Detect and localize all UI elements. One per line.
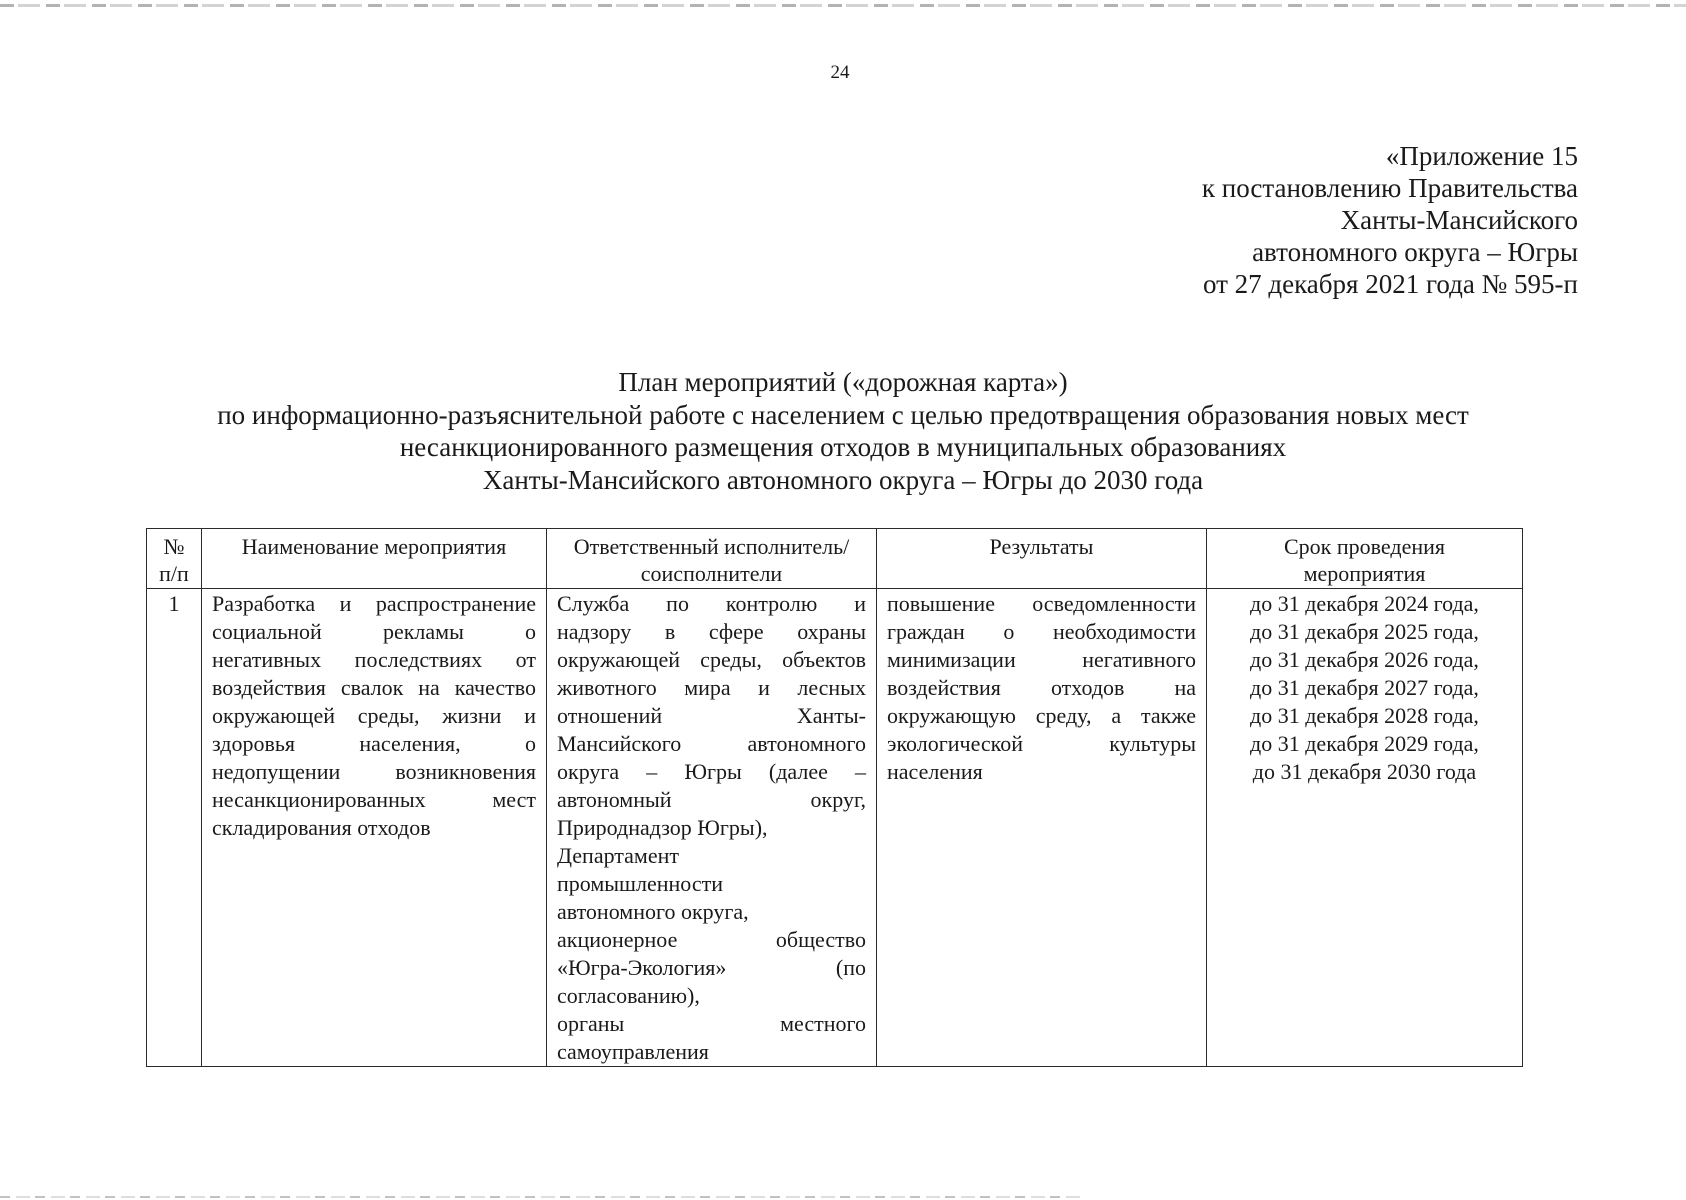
appendix-line: «Приложение 15 <box>1385 141 1578 171</box>
plan-title-line: по информационно-разъяснительной работе с населением с целью предотвращения образования новых мест <box>217 399 1469 430</box>
page-number: 24 <box>830 62 850 83</box>
appendix-line: к постановлению Правительства <box>1201 173 1578 203</box>
header-executor: Ответственный исполнитель/ соисполнители <box>547 529 877 589</box>
appendix-line: от 27 декабря 2021 года № 595-п <box>1202 269 1578 299</box>
plan-title-line: План мероприятий («дорожная карта») <box>618 367 1068 397</box>
header-num: № п/п <box>147 529 202 589</box>
plan-title-line: несанкционированного размещения отходов в муниципальных образованиях <box>399 432 1287 462</box>
appendix-line: Ханты-Мансийского <box>1340 205 1578 235</box>
cell-term: до 31 декабря 2024 года, до 31 декабря 2025 года, до 31 декабря 2026 года, до 31 декабря 2027 года, до 31 декабря 2028 года, до 31 декабря 2029 года, до 31 декабря 2030 года <box>1207 589 1523 1067</box>
cell-executor: Служба по контролю и надзору в сфере охраны окружающей среды, объектов животного мира и лесных отношений Ханты- Мансийского автономного округа – Югры (далее – автономный округ, Природнадзор Югры), Департамент промышленности автономного округа, акционерное общество «Югра-Экология» (по согласованию), органы местного самоуправления <box>547 589 877 1067</box>
cell-activity-name: Разработка и распространение социальной рекламы о негативных последствиях от воздействия свалок на качество окружающей среды, жизни и здоровья населения, о недопущении возникновения несанкционированных мест складирования отходов <box>202 589 547 1067</box>
header-term: Срок проведения мероприятия <box>1207 529 1523 589</box>
table-row <box>147 589 1523 1067</box>
cell-results: повышение осведомленности граждан о необходимости минимизации негативного воздействия отходов на окружающую среду, а также экологической культуры населения <box>877 589 1207 1067</box>
scan-edge-bottom <box>0 1196 1080 1198</box>
header-activity-name: Наименование мероприятия <box>202 529 547 589</box>
roadmap-table <box>146 528 1523 1067</box>
appendix-line: автономного округа – Югры <box>1252 237 1578 267</box>
plan-title <box>80 366 1606 496</box>
cell-num: 1 <box>147 589 202 1067</box>
plan-title-line: Ханты-Мансийского автономного округа – Югры до 2030 года <box>482 464 1204 495</box>
appendix-reference <box>978 140 1578 300</box>
scan-edge-top <box>0 4 1686 7</box>
table-header-row <box>147 529 1523 589</box>
header-results: Результаты <box>877 529 1207 589</box>
